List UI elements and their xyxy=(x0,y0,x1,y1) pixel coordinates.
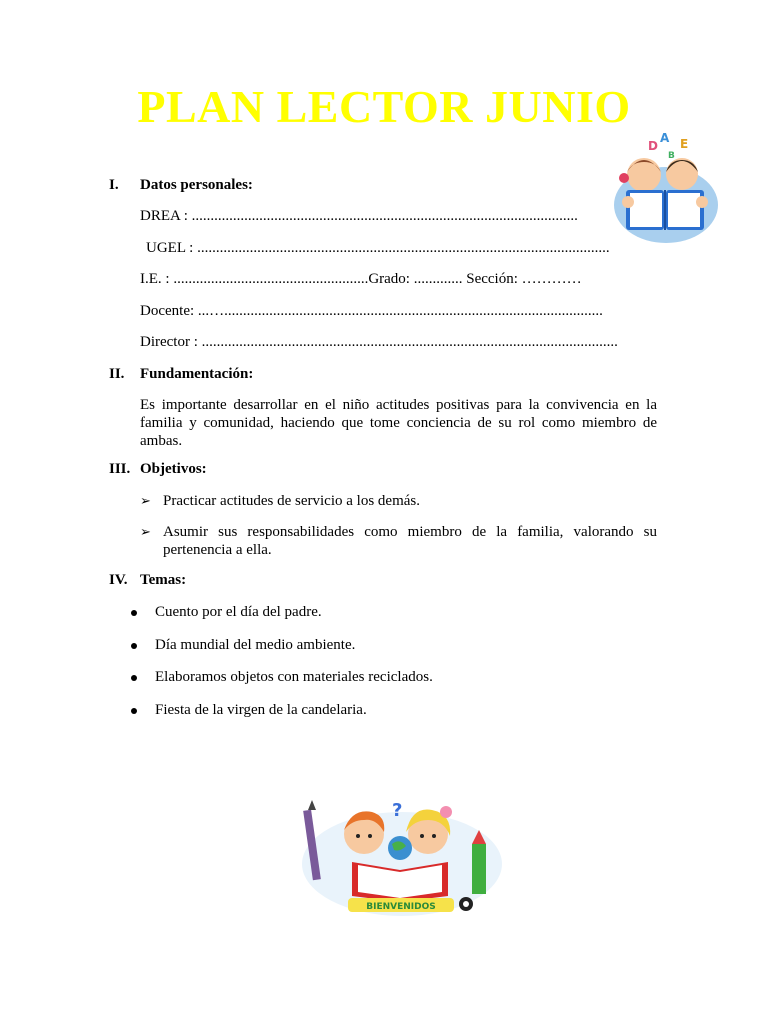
bullet-icon xyxy=(131,708,137,714)
tema-item: Fiesta de la virgen de la candelaria. xyxy=(155,702,367,718)
tema-item: Elaboramos objetos con materiales reciclados. xyxy=(155,669,433,685)
section-title-datos: Datos personales: xyxy=(140,177,253,193)
bullet-icon xyxy=(131,643,137,649)
children-reading-banner-illustration xyxy=(296,792,508,922)
section-title-fundamentacion: Fundamentación: xyxy=(140,366,254,382)
bullet-icon xyxy=(131,675,137,681)
section-number-1: I. xyxy=(109,177,119,193)
letter-d: D xyxy=(648,139,658,153)
page-title: PLAN LECTOR JUNIO xyxy=(137,81,631,132)
director-field: Director : ............................................................................................................... xyxy=(140,334,618,350)
section-title-temas: Temas: xyxy=(140,572,187,588)
objetivo-item: Practicar actitudes de servicio a los demás. xyxy=(163,493,420,509)
tema-item: Día mundial del medio ambiente. xyxy=(155,637,356,653)
tema-item: Cuento por el día del padre. xyxy=(155,604,322,620)
arrow-bullet-icon: ➢ xyxy=(140,524,151,539)
ugel-field: UGEL : .............................................................................................................. xyxy=(146,240,610,256)
section-number-4: IV. xyxy=(109,572,128,588)
letter-a: A xyxy=(660,131,670,145)
letter-b: B xyxy=(668,151,675,161)
objetivo-item: Asumir sus responsabilidades como miembro de la familia, valorando su pertenencia a ella. xyxy=(163,524,657,558)
fundamentacion-paragraph: Es importante desarrollar en el niño actitudes positivas para la convivencia en la familia y comunidad, haciendo que tome conciencia de su rol como miembro de ambas. xyxy=(140,397,657,449)
section-title-objetivos: Objetivos: xyxy=(140,461,207,477)
drea-field: DREA : ....................................................................................................... xyxy=(140,208,578,224)
bienvenidos-banner: BIENVENIDOS xyxy=(366,902,436,912)
section-number-2: II. xyxy=(109,366,125,382)
ie-grado-seccion-field: I.E. : ....................................................Grado: ............. Sección: ………… xyxy=(140,271,582,287)
docente-field: Docente: ...…..................................................................................................... xyxy=(140,303,603,319)
section-number-3: III. xyxy=(109,461,131,477)
kids-reading-illustration xyxy=(606,130,726,245)
svg-text:?: ? xyxy=(392,800,403,821)
bullet-icon xyxy=(131,610,137,616)
letter-e: E xyxy=(680,137,689,151)
arrow-bullet-icon: ➢ xyxy=(140,493,151,508)
